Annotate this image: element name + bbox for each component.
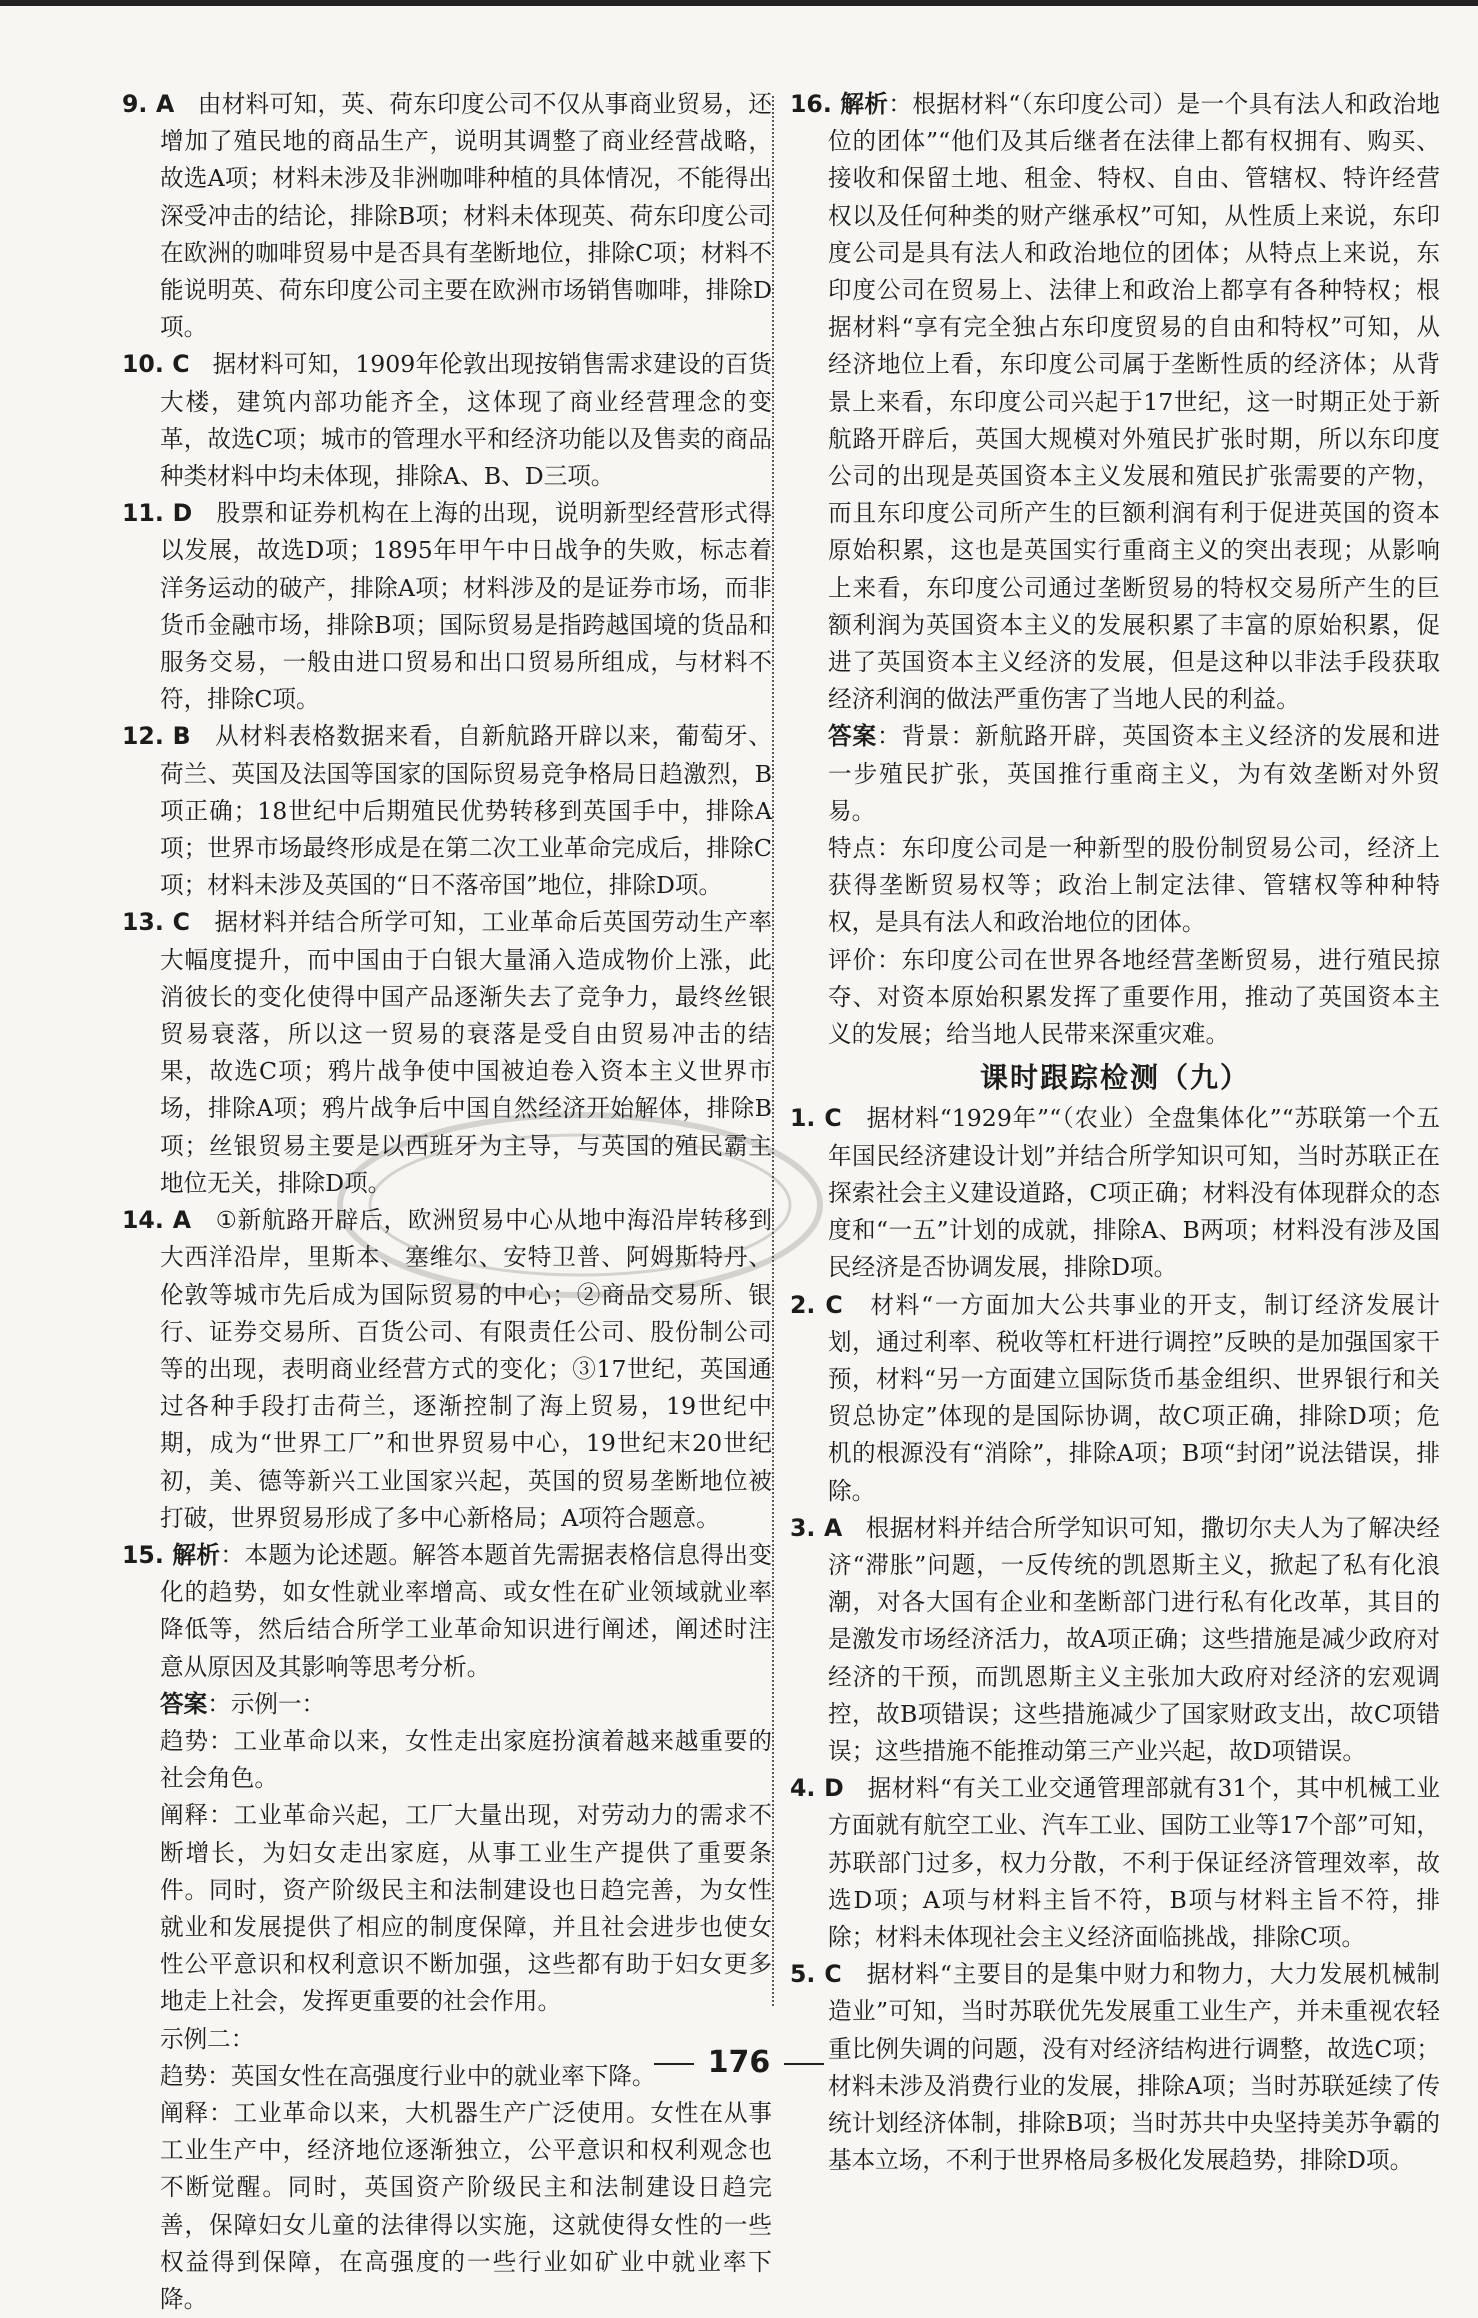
- answer-line: 趋势：英国女性在高强度行业中的就业率下降。: [160, 2061, 656, 2090]
- item-number: 1. C: [790, 1104, 842, 1133]
- section-title: 课时跟踪检测（九）: [979, 1061, 1250, 1095]
- answer-line: [160, 1686, 772, 1723]
- answer-block-15: [122, 1686, 772, 2318]
- column-divider: [772, 96, 774, 2006]
- item-text: 从材料表格数据来看，自新航路开辟以来，葡萄牙、荷兰、英国及法国等国家的国际贸易竞争格局日趋激烈，B项正确；18世纪中后期殖民优势转移到英国手中，排除A项；世界市场最终形成是在第二次工业革命完成后，排除C项；材料未涉及英国的“日不落帝国”地位，排除D项。: [160, 722, 773, 900]
- answer-item-3: [790, 1510, 1440, 1770]
- answer-item-10: [122, 346, 772, 495]
- item-number: 16. 解析: [790, 90, 889, 118]
- item-number: 5. C: [790, 1960, 842, 1989]
- item-text: 材料“一方面加大公共事业的开支，制订经济发展计划，通过利率、税收等杠杆进行调控”反映的是加强国家干预，材料“另一方面建立国际货币基金组织、世界银行和关贸总协定”体现的是国际协调，故C项正确，排除D项；危机的根源没有“消除”，排除A项；B项“封闭”说法错误，排除。: [828, 1290, 1441, 1505]
- right-column: [790, 86, 1440, 2179]
- answer-line: 阐释：工业革命兴起，工厂大量出现，对劳动力的需求不断增长，为妇女走出家庭，从事工业生产提供了重要条件。同时，资产阶级民主和法制建设也日趋完善，为女性就业和发展提供了相应的制度保障，并且社会进步也使女性公平意识和权利意识不断加强，这些都有助于妇女更多地走上社会，发挥更重要的社会作用。: [160, 1801, 772, 2016]
- item-number: 9. A: [122, 90, 175, 118]
- page-number: 176: [707, 2045, 771, 2080]
- answer-item-12: [122, 718, 772, 904]
- item-text: 由材料可知，英、荷东印度公司不仅从事商业贸易，还增加了殖民地的商品生产，说明其调整了商业经营战略，故选A项；材料未涉及非洲咖啡种植的具体情况，不能得出深受冲击的结论，排除B项；材料未体现英、荷东印度公司在欧洲的咖啡贸易中是否具有垄断地位，排除C项；材料不能说明英、荷东印度公司主要在欧洲市场销售咖啡，排除D项。: [160, 90, 772, 342]
- answer-line: 趋势：工业革命以来，女性走出家庭扮演着越来越重要的社会角色。: [160, 1726, 772, 1793]
- answer-line: 示例二：: [160, 2024, 255, 2053]
- item-text: 据材料可知，1909年伦敦出现按销售需求建设的百货大楼，建筑内部功能齐全，这体现了商业经营理念的变革，故选C项；城市的管理水平和经济功能以及售卖的商品种类材料中均未体现，排除A、B、D三项。: [160, 350, 773, 491]
- answer-label: 答案: [828, 722, 878, 751]
- answer-text: ：示例一：: [207, 1689, 326, 1718]
- item-text: ①新航路开辟后，欧洲贸易中心从地中海沿岸转移到大西洋沿岸，里斯本、塞维尔、安特卫普、阿姆斯特丹、伦敦等城市先后成为国际贸易的中心；②商品交易所、银行、证券交易所、百货公司、有限责任公司、股份制公司等的出现，表明商业经营方式的变化；③17世纪，英国通过各种手段打击荷兰，逐渐控制了海上贸易，19世纪中期，成为“世界工厂”和世界贸易中心，19世纪末20世纪初，美、德等新兴工业国家兴起，英国的贸易垄断地位被打破，世界贸易形成了多中心新格局；A项符合题意。: [160, 1206, 773, 1532]
- answer-text: ：背景：新航路开辟，英国资本主义经济的发展和进一步殖民扩张，英国推行重商主义，为有效垄断对外贸易。: [828, 722, 1441, 825]
- item-number: 15. 解析: [122, 1540, 221, 1569]
- answer-line: 特点：东印度公司是一种新型的股份制贸易公司，经济上获得垄断贸易权等；政治上制定法律、管辖权等种种特权，是具有法人和政治地位的团体。: [828, 834, 1440, 937]
- top-border: [0, 0, 1478, 6]
- item-text: 据材料“1929年”“（农业）全盘集体化”“苏联第一个五年国民经济建设计划”并结合所学知识可知，当时苏联正在探索社会主义建设道路，C项正确；材料没有体现群众的态度和“一五”计划的成就，排除A、B两项；材料没有涉及国民经济是否协调发展，排除D项。: [828, 1104, 1440, 1282]
- item-text: 据材料“主要目的是集中财力和物力，大力发展机械制造业”可知，当时苏联优先发展重工业生产，并未重视农轻重比例失调的问题，没有对经济结构进行调整，故选C项；材料未涉及消费行业的发展，排除A项；当时苏联延续了传统计划经济体制，排除B项；当时苏共中央坚持美苏争霸的基本立场，不利于世界格局多极化发展趋势，排除D项。: [828, 1960, 1440, 2175]
- item-text: 根据材料并结合所学知识可知，撒切尔夫人为了解决经济“滞胀”问题，一反传统的凯恩斯主义，掀起了私有化浪潮，对各大国有企业和垄断部门进行私有化改革，其目的是激发市场经济活力，故A项正确；这些措施是减少政府对经济的干预，而凯恩斯主义主张加大政府对经济的宏观调控，故B项错误；这些措施减少了国家财政支出，故C项错误；这些措施不能推动第三产业兴起，故D项错误。: [828, 1513, 1440, 1765]
- item-number: 3. A: [790, 1513, 843, 1542]
- item-text: 本题为论述题。解答本题首先需据表格信息得出变化的趋势，如女性就业率增高、或女性在矿业领域就业率降低等，然后结合所学工业革命知识进行阐述，阐述时注意从原因及其影响等思考分析。: [160, 1540, 773, 1681]
- answer-item-14: [122, 1202, 772, 1537]
- answer-line: 阐释：工业革命以来，大机器生产广泛使用。女性在从事工业生产中，经济地位逐渐独立，公平意识和权利观念也不断觉醒。同时，英国资产阶级民主和法制建设日趋完善，保障妇女儿童的法律得以实施，这就使得女性的一些权益得到保障，在高强度的一些行业如矿业中就业率下降。: [160, 2098, 772, 2313]
- item-number: 4. D: [790, 1774, 844, 1803]
- answer-item-2: [790, 1287, 1440, 1510]
- item-number: 14. A: [122, 1206, 192, 1235]
- item-text: 据材料并结合所学可知，工业革命后英国劳动生产率大幅度提升，而中国由于白银大量涌入造成物价上涨，此消彼长的变化使得中国产品逐渐失去了竞争力，最终丝银贸易衰落，所以这一贸易的衰落是受自由贸易冲击的结果，故选C项；鸦片战争使中国被迫卷入资本主义世界市场，排除A项；鸦片战争后中国自然经济开始解体，排除B项；丝银贸易主要是以西班牙为主导，与英国的殖民霸主地位无关，排除D项。: [160, 908, 773, 1197]
- page-footer: [0, 2045, 1478, 2080]
- answer-item-13: [122, 904, 772, 1202]
- item-text: 股票和证券机构在上海的出现，说明新型经营形式得以发展，故选D项；1895年甲午中日战争的失败，标志着洋务运动的破产，排除A项；材料涉及的是证券市场，而非货币金融市场，排除B项；国际贸易是指跨越国境的货品和服务交易，一般由进口贸易和出口贸易所组成，与材料不符，排除C项。: [160, 499, 772, 714]
- answer-item-15: 15. 解析：本题为论述题。解答本题首先需据表格信息得出变化的趋势，如女性就业率增高、或女性在矿业领域就业率降低等，然后结合所学工业革命知识进行阐述，阐述时注意从原因及其影响等思考分析。: [122, 1540, 773, 1681]
- answer-line: [828, 718, 1440, 830]
- item-text: 据材料“有关工业交通管理部就有31个，其中机械工业方面就有航空工业、汽车工业、国防工业等17个部”可知，苏联部门过多，权力分散，不利于保证经济管理效率，故选D项；A项与材料主旨不符，B项与材料主旨不符，排除；材料未体现社会主义经济面临挑战，排除C项。: [828, 1774, 1440, 1951]
- item-number: 13. C: [122, 908, 190, 937]
- footer-dash-left: [654, 2063, 694, 2065]
- answer-label: 答案: [160, 1689, 208, 1718]
- item-number: 2. C: [790, 1290, 843, 1319]
- answer-item-9: [122, 86, 772, 346]
- answer-block-16: [790, 718, 1440, 1053]
- item-text: 根据材料“（东印度公司）是一个具有法人和政治地位的团体”“他们及其后继者在法律上都有权拥有、购买、接收和保留土地、租金、特权、自由、管辖权、特许经营权以及任何种类的财产继承权”可知，从性质上来说，东印度公司是具有法人和政治地位的团体；从特点上来说，东印度公司在贸易上、法律上和政治上都享有各种特权；根据材料“享有完全独占东印度贸易的自由和特权”可知，从经济地位上看，东印度公司属于垄断性质的经济体；从背景上来看，东印度公司兴起于17世纪，这一时期正处于新航路开辟后，英国大规模对外殖民扩张时期，所以东印度公司的出现是英国资本主义发展和殖民扩张需要的产物，而且东印度公司所产生的巨额利润有利于促进英国的资本原始积累，这也是英国实行重商主义的突出表现；从影响上来看，东印度公司通过垄断贸易的特权交易所产生的巨额利润为英国资本主义的发展积累了丰富的原始积累，促进了英国资本主义经济的发展，但是这种以非法手段获取经济利润的做法严重伤害了当地人民的利益。: [828, 90, 1441, 714]
- item-number: 11. D: [122, 499, 193, 528]
- answer-item-4: [790, 1770, 1440, 1956]
- item-number: 10. C: [122, 350, 190, 379]
- answer-line: 评价：东印度公司在世界各地经营垄断贸易，进行殖民掠夺、对资本原始积累发挥了重要作用，推动了英国资本主义的发展；给当地人民带来深重灾难。: [828, 945, 1440, 1049]
- left-column: [122, 86, 772, 2318]
- answer-item-1: [790, 1100, 1440, 1286]
- answer-item-16: 16. 解析：根据材料“（东印度公司）是一个具有法人和政治地位的团体”“他们及其后继者在法律上都有权拥有、购买、接收和保留土地、租金、特权、自由、管辖权、特许经营权以及任何种类的财产继承权”可知，从性质上来说，东印度公司是具有法人和政治地位的团体；从特点上来说，东印度公司在贸易上、法律上和政治上都享有各种特权；根据材料“享有完全独占东印度贸易的自由和特权”可知，从经济地位上看，东印度公司属于垄断性质的经济体；从背景上来看，东印度公司兴起于17世纪，这一时期正处于新航路开辟后，英国大规模对外殖民扩张时期，所以东印度公司的出现是英国资本主义发展和殖民扩张需要的产物，而且东印度公司所产生的巨额利润有利于促进英国的资本原始积累，这也是英国实行重商主义的突出表现；从影响上来看，东印度公司通过垄断贸易的特权交易所产生的巨额利润为英国资本主义的发展积累了丰富的原始积累，促进了英国资本主义经济的发展，但是这种以非法手段获取经济利润的做法严重伤害了当地人民的利益。: [790, 90, 1441, 714]
- footer-dash-right: [784, 2063, 824, 2065]
- answer-item-11: [122, 495, 772, 718]
- item-number: 12. B: [122, 722, 191, 751]
